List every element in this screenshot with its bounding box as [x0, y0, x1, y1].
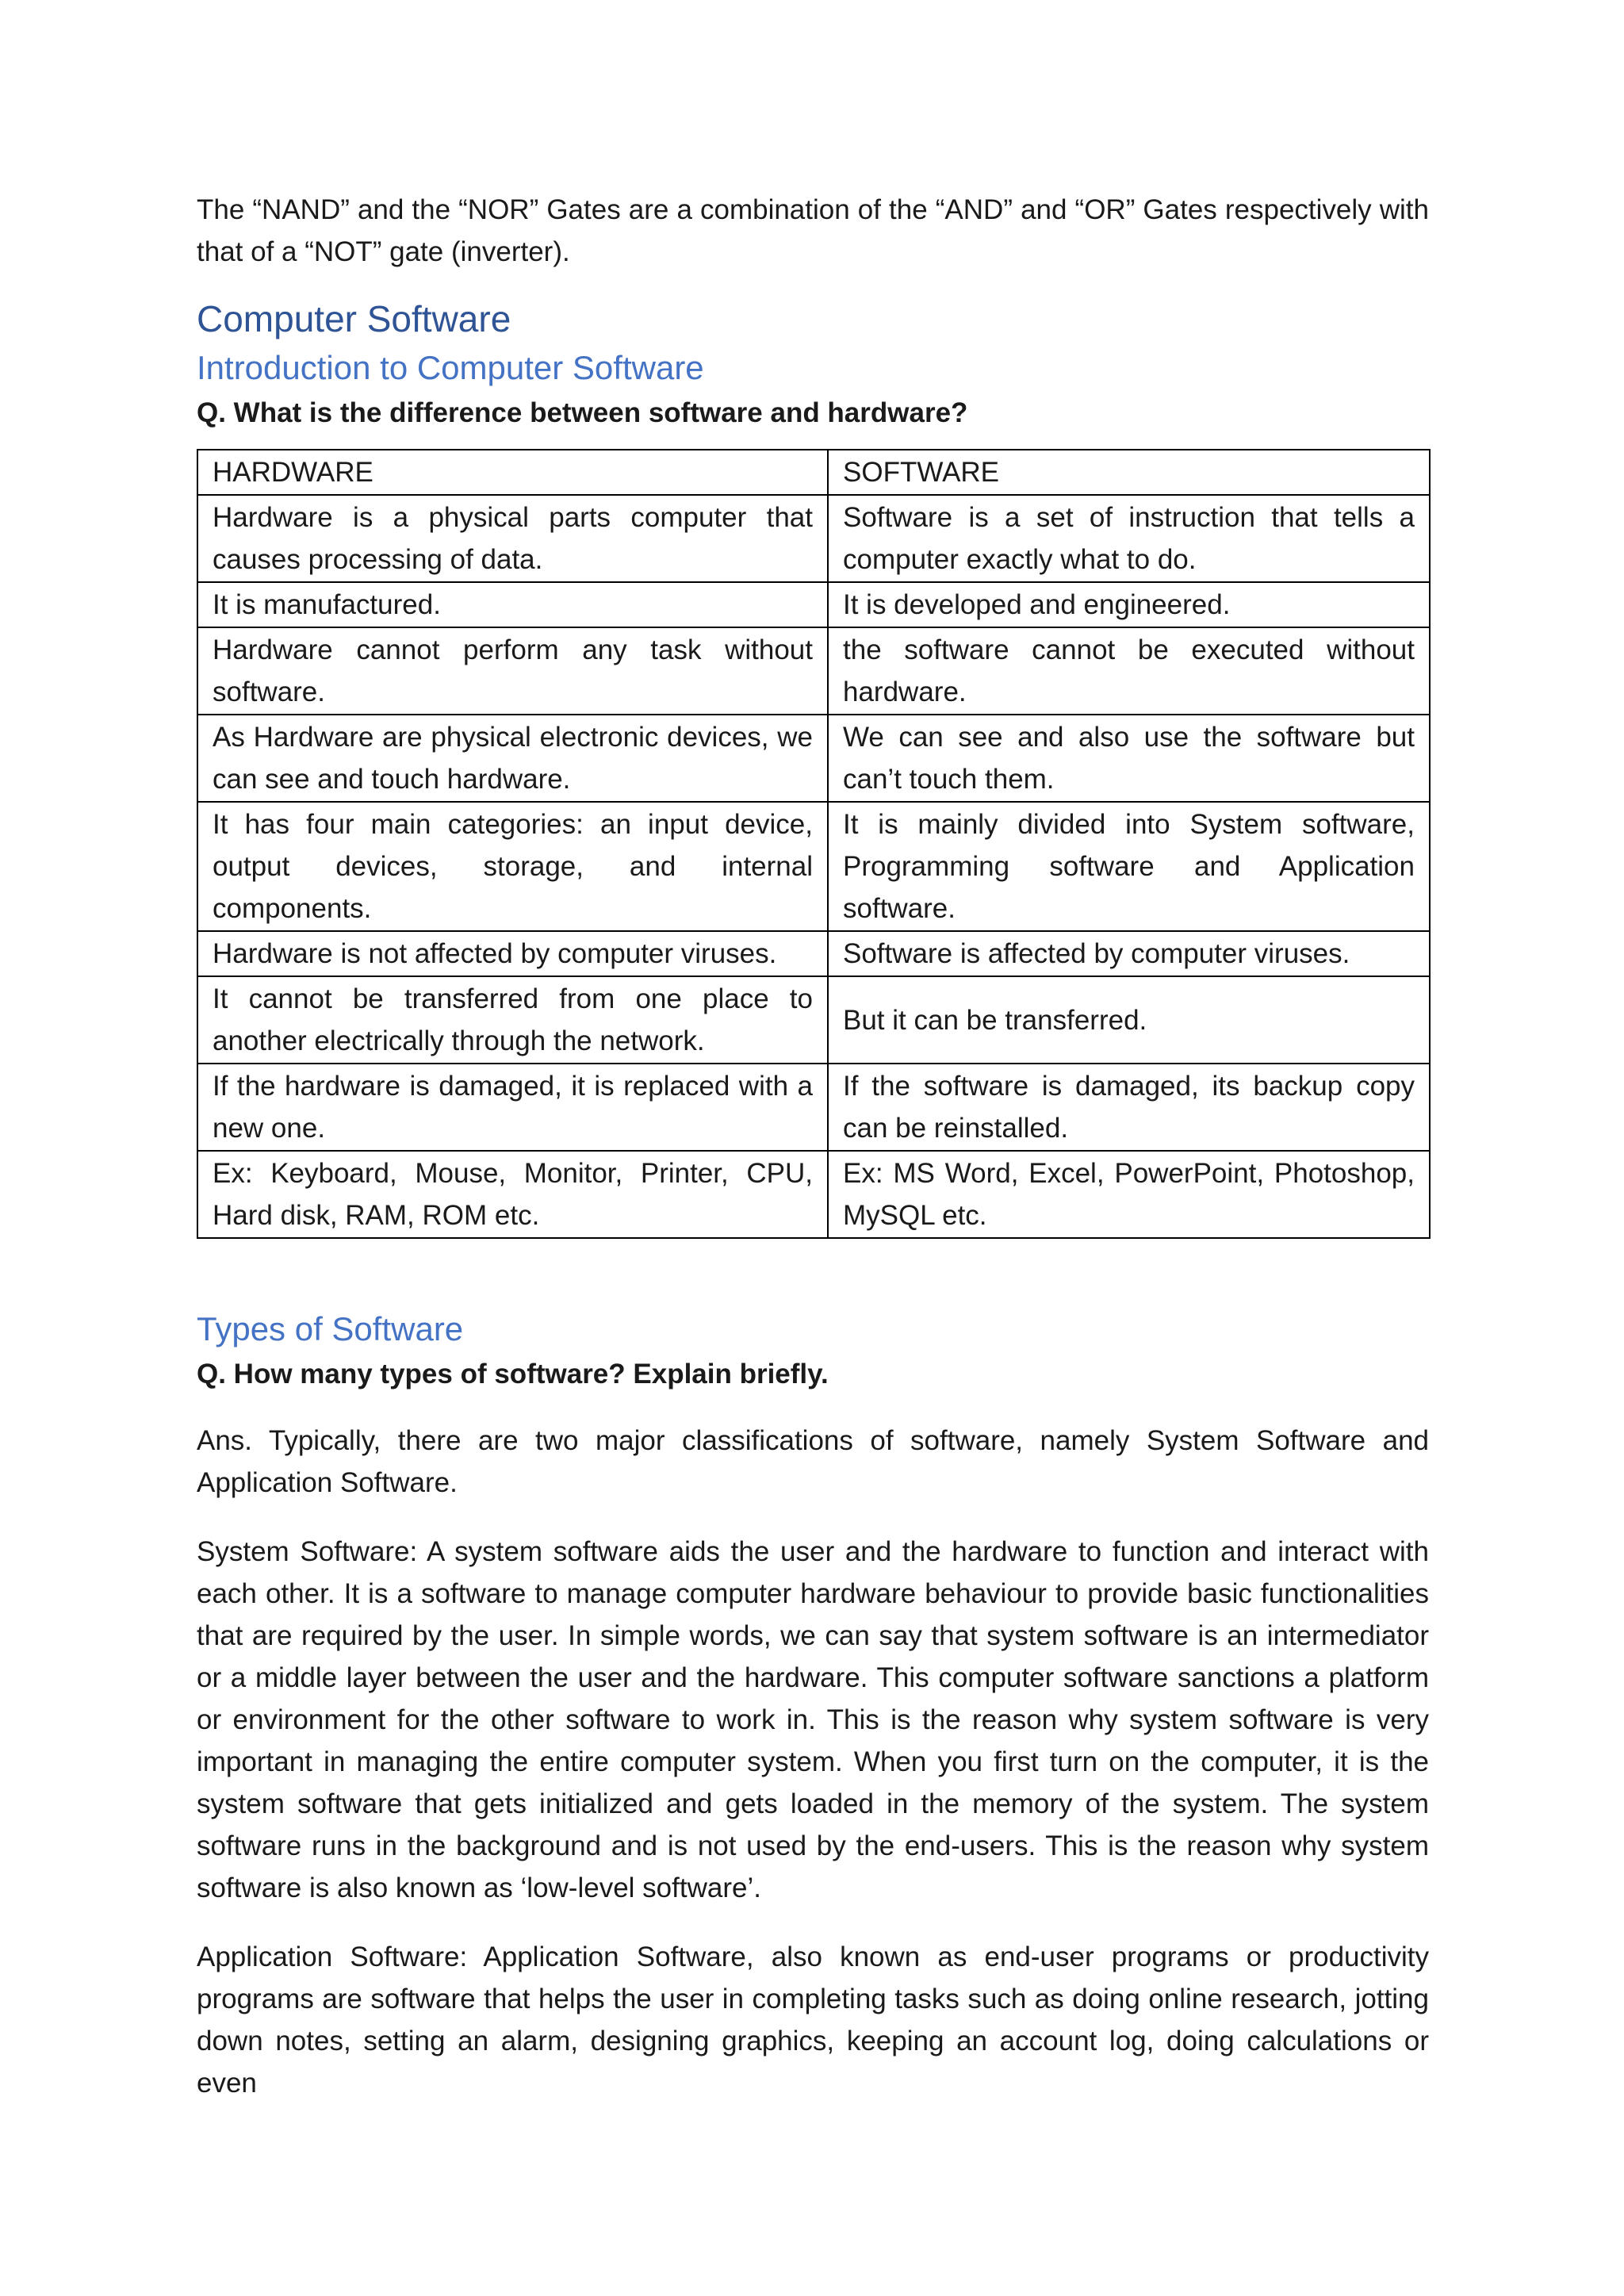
table-cell-hardware: It is manufactured. — [197, 582, 828, 627]
comparison-table — [197, 449, 1431, 1239]
table-cell-hardware: It cannot be transferred from one place to another electrically through the network. — [197, 976, 828, 1064]
table-cell-hardware: Hardware cannot perform any task without software. — [197, 627, 828, 715]
table-cell-software: If the software is damaged, its backup copy can be reinstalled. — [828, 1064, 1430, 1151]
heading-types-of-software: Types of Software — [197, 1310, 464, 1347]
table-cell-software: It is developed and engineered. — [828, 582, 1430, 627]
table-row — [197, 931, 1430, 976]
table-cell-software: It is mainly divided into System software, Programming software and Application software. — [828, 802, 1430, 931]
document-page — [197, 189, 1429, 2104]
table-row — [197, 976, 1430, 1064]
question-types: Q. How many types of software? Explain briefly. — [197, 1359, 829, 1389]
table-row — [197, 802, 1430, 931]
table-row — [197, 1151, 1430, 1238]
table-cell-software: Software is affected by computer viruses. — [828, 931, 1430, 976]
system-software-paragraph: System Software: A system software aids the user and the hardware to function and interact with each other. It is a software to manage computer hardware behaviour to provide basic functionalities that are required by the user. In simple words, we can say that system software is an intermediator or a middle layer between the user and the hardware. This computer software sanctions a platform or environment for the other software to work in. This is the reason why system software is very important in managing the entire computer system. When you first turn on the computer, it is the system software that gets initialized and gets loaded in the memory of the system. The system software runs in the background and is not used by the end-users. This is the reason why system software is also known as ‘low-level software’. — [197, 1536, 1429, 1903]
intro-paragraph: The “NAND” and the “NOR” Gates are a combination of the “AND” and “OR” Gates respectively with that of a “NOT” gate (inverter). — [197, 194, 1429, 267]
table-row — [197, 582, 1430, 627]
table-cell-software: the software cannot be executed without hardware. — [828, 627, 1430, 715]
table-cell-hardware: If the hardware is damaged, it is replaced with a new one. — [197, 1064, 828, 1151]
table-header-row — [197, 450, 1430, 495]
header-hardware: HARDWARE — [197, 450, 828, 495]
table-row — [197, 715, 1430, 802]
table-cell-software: But it can be transferred. — [828, 976, 1430, 1064]
table-row — [197, 1064, 1430, 1151]
table-row — [197, 495, 1430, 582]
table-cell-software: We can see and also use the software but can’t touch them. — [828, 715, 1430, 802]
table-cell-hardware: It has four main categories: an input device, output devices, storage, and internal components. — [197, 802, 828, 931]
question-difference: Q. What is the difference between software and hardware? — [197, 397, 968, 428]
heading-computer-software: Computer Software — [197, 298, 511, 339]
table-row — [197, 627, 1430, 715]
table-cell-software: Ex: MS Word, Excel, PowerPoint, Photoshop, MySQL etc. — [828, 1151, 1430, 1238]
table-cell-hardware: Hardware is a physical parts computer that causes processing of data. — [197, 495, 828, 582]
application-software-paragraph: Application Software: Application Software, also known as end-user programs or productivity programs are software that helps the user in completing tasks such as doing online research, jotting down notes, setting an alarm, designing graphics, keeping an account log, doing calculations or even — [197, 1941, 1429, 2099]
table-cell-software: Software is a set of instruction that tells a computer exactly what to do. — [828, 495, 1430, 582]
heading-introduction: Introduction to Computer Software — [197, 349, 704, 386]
answer-intro-paragraph: Ans. Typically, there are two major classifications of software, namely System Software and Application Software. — [197, 1425, 1429, 1498]
header-software: SOFTWARE — [828, 450, 1430, 495]
table-cell-hardware: Ex: Keyboard, Mouse, Monitor, Printer, CPU, Hard disk, RAM, ROM etc. — [197, 1151, 828, 1238]
table-cell-hardware: As Hardware are physical electronic devices, we can see and touch hardware. — [197, 715, 828, 802]
table-cell-hardware: Hardware is not affected by computer viruses. — [197, 931, 828, 976]
